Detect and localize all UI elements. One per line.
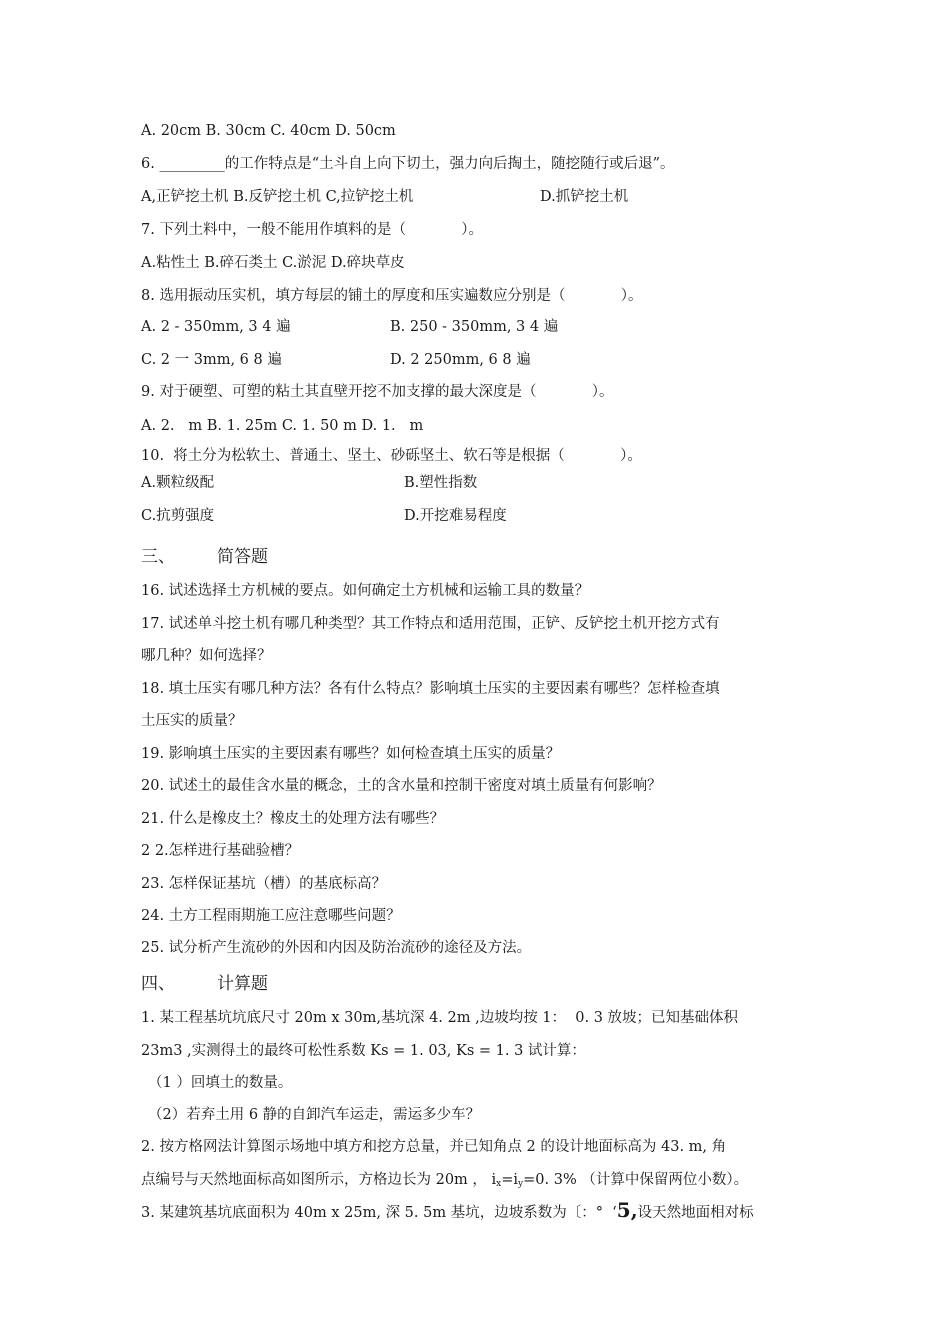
calc-q3-line1: 3. 某建筑基坑底面积为 40m x 25m, 深 5. 5m 基坑，边坡系数为〔：° ‘5,设天然地面相对标 xyxy=(141,1198,754,1222)
q20-text: 20. 试述土的最佳含水量的概念，土的含水量和控制干密度对填土质量有何影响？ xyxy=(141,778,662,794)
q19-text: 19. 影响填土压实的主要因素有哪些？如何检查填土压实的质量？ xyxy=(141,746,561,762)
q24-text: 24. 土方工程雨期施工应注意哪些问题？ xyxy=(141,908,401,924)
q16-text: 16. 试述选择土方机械的要点。如何确定土方机械和运输工具的数量？ xyxy=(141,583,590,599)
q10-option-b: B.塑性指数 xyxy=(404,475,478,491)
section-3-title: 简答题 xyxy=(217,547,268,567)
calc-q1-part1: （1 ）回填土的数量。 xyxy=(148,1075,293,1091)
q8-option-a: A. 2 - 350mm, 3 4 遍 xyxy=(141,319,291,335)
section-4-title: 计算题 xyxy=(217,974,268,994)
q9-options: A. 2. m B. 1. 25m C. 1. 50 m D. 1. m xyxy=(141,418,424,434)
q8-text: 8. 选用振动压实机，填方每层的铺土的厚度和压实遍数应分别是（ ）。 xyxy=(141,288,643,304)
q8-option-c: C. 2 一 3mm, 6 8 遍 xyxy=(141,352,282,368)
q9-text: 9. 对于硬塑、可塑的粘土其直壁开挖不加支撑的最大深度是（ ）。 xyxy=(141,384,614,400)
q8-option-d: D. 2 250mm, 6 8 遍 xyxy=(390,352,531,368)
calc-q1-line1: 1. 某工程基坑坑底尺寸 20m x 30m,基坑深 4. 2m ,边坡均按 1： 0. 3 放坡；已知基础体积 xyxy=(141,1010,739,1026)
q21-text: 21. 什么是橡皮土？橡皮土的处理方法有哪些？ xyxy=(141,811,445,827)
q17-text-cont: 哪几种？如何选择？ xyxy=(141,648,272,664)
q7-options: A.粘性土 B.碎石类土 C.淤泥 D.碎块草皮 xyxy=(141,255,405,271)
q6-option-d: D.抓铲挖土机 xyxy=(540,189,629,205)
q22-text: 2 2.怎样进行基础验槽？ xyxy=(141,843,300,859)
q10-option-c: C.抗剪强度 xyxy=(141,508,215,524)
q7-text: 7. 下列土料中，一般不能用作填料的是（ ）。 xyxy=(141,222,484,238)
section-3-number: 三、 xyxy=(141,547,175,567)
q23-text: 23. 怎样保证基坑（槽）的基底标高？ xyxy=(141,876,387,892)
q17-text: 17. 试述单斗挖土机有哪几种类型？其工作特点和适用范围，正铲、反铲挖土机开挖方式有 xyxy=(141,616,720,632)
q5-options: A. 20cm B. 30cm C. 40cm D. 50cm xyxy=(141,123,396,139)
calc-q1-part2: （2）若弃土用 6 静的自卸汽车运走，需运多少车？ xyxy=(148,1107,481,1123)
section-4-number: 四、 xyxy=(141,974,175,994)
q18-text: 18. 填土压实有哪几种方法？各有什么特点？影响填土压实的主要因素有哪些？怎样检查填 xyxy=(141,681,720,697)
q18-text-cont: 土压实的质量？ xyxy=(141,713,243,729)
calc-q2-line2: 点编号与天然地面标高如图所示，方格边长为 20m ， $i_x=i_y=0$. 3% （计算中保留两位小数）。 xyxy=(141,1172,749,1189)
q10-text: 10. 将土分为松软土、普通土、坚土、砂砾坚土、软石等是根据（ ）。 xyxy=(141,448,642,464)
q10-option-d: D.开挖难易程度 xyxy=(404,508,507,524)
q10-option-a: A.颗粒级配 xyxy=(141,475,215,491)
calc-q1-line2: 23m3 ,实测得土的最终可松性系数 Ks = 1. 03, Ks = 1. 3 试计算： xyxy=(141,1043,586,1059)
q8-option-b: B. 250 - 350mm, 3 4 遍 xyxy=(390,319,559,335)
q6-text: 6. _________的工作特点是“土斗自上向下切土，强力向后掏土，随挖随行或后退”。 xyxy=(141,156,675,172)
q25-text: 25. 试分析产生流砂的外因和内因及防治流砂的途径及方法。 xyxy=(141,940,532,956)
q6-options-abc: A,正铲挖土机 B.反铲挖土机 C,拉铲挖土机 xyxy=(141,189,414,205)
calc-q2-line1: 2. 按方格网法计算图示场地中填方和挖方总量，并已知角点 2 的设计地面标高为 43. m, 角 xyxy=(141,1139,727,1155)
